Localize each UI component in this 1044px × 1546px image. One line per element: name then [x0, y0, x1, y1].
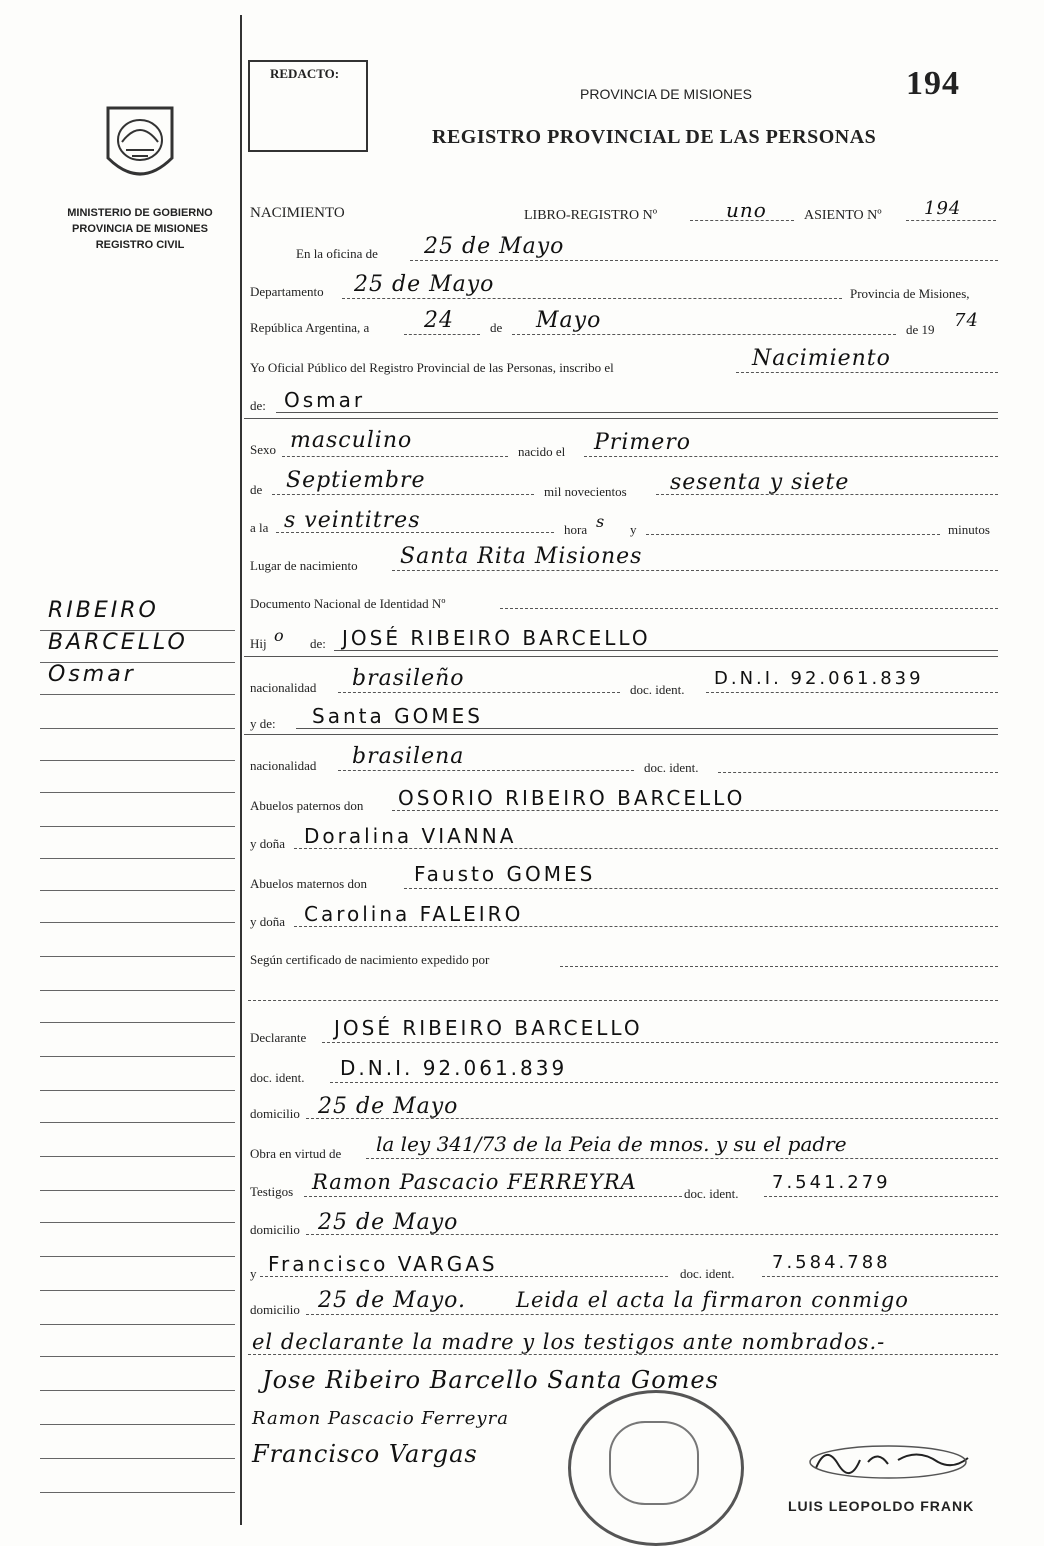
official-name: LUIS LEOPOLDO FRANK [788, 1498, 975, 1514]
oficina-value: 25 de Mayo [424, 234, 565, 259]
redacto-box [248, 60, 368, 152]
side-rule [40, 1190, 235, 1191]
side-rule [40, 956, 235, 957]
departamento-line [342, 298, 842, 299]
madre-doc-label: doc. ident. [644, 760, 699, 775]
anio-value: 74 [954, 310, 979, 331]
sexo-line [282, 456, 508, 457]
dia-line [404, 334, 480, 335]
hora-label: hora [564, 522, 588, 537]
lugar-line [392, 570, 998, 571]
provincia-header: PROVINCIA DE MISIONES [580, 86, 752, 102]
nac-padre-label: nacionalidad [250, 680, 317, 695]
abuela-pat-line [294, 848, 998, 849]
asiento-line [906, 220, 996, 221]
departamento-value: 25 de Mayo [354, 272, 495, 297]
side-rule [40, 1324, 235, 1325]
padre-doc-line [706, 692, 998, 693]
de2-label: de: [250, 398, 266, 413]
anio-nac-line [656, 494, 998, 495]
side-rule [40, 1290, 235, 1291]
provincial-seal-icon [98, 98, 182, 190]
nac-madre-line [338, 770, 634, 771]
anio-prefix: de 19 [906, 322, 935, 337]
dia-value: 24 [424, 308, 454, 333]
alas-label: a la [250, 520, 269, 535]
hijo-label: Hij [250, 636, 267, 651]
side-rule [40, 1256, 235, 1257]
side-rule [40, 826, 235, 827]
de-label: de [490, 320, 503, 335]
madre-line-2 [244, 734, 998, 735]
y-label: y [630, 522, 637, 537]
nacido-value: Primero [594, 430, 691, 455]
minutos-line [646, 534, 940, 535]
de3-label: de [250, 482, 263, 497]
oficial-value: Nacimiento [752, 346, 891, 371]
mes-nac-line [272, 494, 534, 495]
side-surname-1: RIBEIRO [48, 598, 159, 623]
lugar-label: Lugar de nacimiento [250, 558, 358, 573]
libro-line [690, 220, 794, 221]
side-rule [40, 1022, 235, 1023]
oficina-label: En la oficina de [296, 246, 378, 261]
sexo-label: Sexo [250, 442, 276, 457]
abuelos-pat-label: Abuelos paternos don [250, 798, 364, 813]
nombre-line [276, 412, 998, 413]
testigo2-dom-label: domicilio [250, 1302, 300, 1317]
testigo2-dom-value: 25 de Mayo. [318, 1288, 467, 1313]
departamento-label: Departamento [250, 284, 324, 299]
asiento-value: 194 [924, 198, 962, 219]
nacido-label: nacido el [518, 444, 566, 459]
segun-line [560, 966, 998, 967]
ydona-pat-label: y doña [250, 836, 286, 851]
nacimiento-label: NACIMIENTO [250, 205, 345, 221]
hora-num: s [596, 512, 606, 531]
testigo1-dom-value: 25 de Mayo [318, 1210, 459, 1235]
hijo-suffix: o [274, 626, 285, 645]
testigo2-dom-line [306, 1314, 998, 1315]
padre-doc-value: D.N.I. 92.061.839 [714, 668, 924, 689]
padre-line [334, 650, 998, 651]
segun-line-2 [248, 1000, 998, 1001]
abuelos-mat-label: Abuelos maternos don [250, 876, 367, 891]
lugar-value: Santa Rita Misiones [400, 544, 643, 569]
testigo1-doc-line [764, 1196, 998, 1197]
abuela-mat-line [294, 926, 998, 927]
yde-label: y de: [250, 716, 276, 731]
margin-divider [240, 15, 242, 1525]
mes-line [512, 334, 896, 335]
nac-madre-value: brasilena [352, 744, 465, 769]
asiento-label: ASIENTO Nº [804, 208, 882, 223]
nota-line-2: el declarante la madre y los testigos ante nombrados.- [252, 1330, 886, 1354]
side-rule [40, 662, 235, 663]
nac-padre-value: brasileño [352, 666, 465, 691]
side-rule [40, 1492, 235, 1493]
side-rule [40, 1056, 235, 1057]
side-rule [40, 760, 235, 761]
obra-line [366, 1158, 998, 1159]
testigo1-dom-label: domicilio [250, 1222, 300, 1237]
dni-label: Documento Nacional de Identidad Nº [250, 596, 446, 611]
republica-label: República Argentina, a [250, 320, 370, 335]
testigo2-doc-value: 7.584.788 [772, 1252, 891, 1273]
nombre-line-2 [244, 418, 998, 419]
testigo2-doc-line [762, 1276, 998, 1277]
madre-value: Santa GOMES [312, 704, 483, 728]
signature-testigo-2: Francisco Vargas [252, 1440, 478, 1468]
obra-label: Obra en virtud de [250, 1146, 342, 1161]
mil-label: mil novecientos [544, 484, 627, 499]
mes-nac-value: Septiembre [286, 468, 426, 493]
testigo2-line [260, 1276, 668, 1277]
nac-madre-label: nacionalidad [250, 758, 317, 773]
signature-testigo-1: Ramon Pascacio Ferreyra [252, 1408, 509, 1429]
hijo-de-label: de: [310, 636, 326, 651]
testigo2-value: Francisco VARGAS [268, 1252, 498, 1276]
ministry-line-1: MINISTERIO DE GOBIERNO [67, 207, 213, 219]
testigo1-dom-line [306, 1234, 998, 1235]
padre-doc-label: doc. ident. [630, 682, 685, 697]
decl-doc-label: doc. ident. [250, 1070, 305, 1085]
side-rule [40, 728, 235, 729]
declarante-value: JOSÉ RIBEIRO BARCELLO [334, 1016, 643, 1040]
testigo1-doc-label: doc. ident. [684, 1186, 739, 1201]
testigo2-doc-label: doc. ident. [680, 1266, 735, 1281]
decl-dom-line [306, 1118, 998, 1119]
anio-nac-value: sesenta y siete [670, 470, 850, 495]
libro-value: uno [726, 198, 767, 222]
mes-value: Mayo [536, 308, 602, 333]
nacido-line [584, 456, 998, 457]
ministry-block [40, 205, 240, 253]
decl-doc-line [330, 1082, 998, 1083]
side-rule [40, 990, 235, 991]
side-rule [40, 630, 235, 631]
side-rule [40, 792, 235, 793]
declarante-line [322, 1042, 998, 1043]
decl-doc-value: D.N.I. 92.061.839 [340, 1056, 568, 1080]
decl-dom-value: 25 de Mayo [318, 1094, 459, 1119]
libro-label: LIBRO-REGISTRO Nº [524, 208, 658, 223]
nombre-value: Osmar [284, 388, 366, 412]
provincia-suffix: Provincia de Misiones, [850, 286, 970, 301]
redacto-label: REDACTO: [270, 66, 340, 81]
y2-label: y [250, 1266, 257, 1281]
madre-doc-line [718, 772, 998, 773]
testigos-label: Testigos [250, 1184, 294, 1199]
testigo1-line [304, 1196, 682, 1197]
madre-line [296, 728, 998, 729]
side-rule [40, 922, 235, 923]
side-given-name: Osmar [48, 662, 136, 687]
side-rule [40, 1458, 235, 1459]
testigo1-value: Ramon Pascacio FERREYRA [312, 1170, 637, 1194]
segun-label: Según certificado de nacimiento expedido por [250, 952, 490, 967]
side-rule [40, 890, 235, 891]
abuelo-mat-line [404, 888, 998, 889]
abuela-pat-value: Doralina VIANNA [304, 824, 517, 848]
ministry-line-2: PROVINCIA DE MISIONES [72, 223, 208, 235]
nac-padre-line [338, 692, 620, 693]
abuela-mat-value: Carolina FALEIRO [304, 902, 524, 926]
ministry-line-3: REGISTRO CIVIL [95, 239, 185, 251]
nota-line-1: Leida el acta la firmaron conmigo [516, 1288, 909, 1312]
abuelo-mat-value: Fausto GOMES [414, 862, 596, 886]
padre-line-2 [244, 656, 998, 657]
record-number: 194 [906, 65, 960, 102]
hora-line [276, 532, 554, 533]
signature-declarante-madre: Jose Ribeiro Barcello Santa Gomes [262, 1366, 719, 1394]
side-rule [40, 1090, 235, 1091]
side-rule [40, 694, 235, 695]
decl-dom-label: domicilio [250, 1106, 300, 1121]
side-rule [40, 1122, 235, 1123]
ydona-mat-label: y doña [250, 914, 286, 929]
registro-title: REGISTRO PROVINCIAL DE LAS PERSONAS [432, 126, 877, 148]
dni-line [500, 608, 998, 609]
sexo-value: masculino [290, 428, 413, 453]
oficina-line [410, 260, 998, 261]
abuelo-pat-value: OSORIO RIBEIRO BARCELLO [398, 786, 746, 810]
hora-value: s veintitres [284, 508, 421, 533]
obra-value: la ley 341/73 de la Peia de mnos. y su el padre [376, 1132, 847, 1156]
side-rule [40, 1390, 235, 1391]
oficial-line [736, 372, 998, 373]
testigo1-doc-value: 7.541.279 [772, 1172, 891, 1193]
side-rule [40, 1424, 235, 1425]
official-signature-icon [808, 1440, 978, 1480]
side-surname-2: BARCELLO [48, 630, 188, 655]
nota-line-2-rule [248, 1354, 998, 1355]
side-rule [40, 1156, 235, 1157]
side-rule [40, 1222, 235, 1223]
abuelo-pat-line [392, 810, 998, 811]
oficial-label: Yo Oficial Público del Registro Provincial de las Personas, inscribo el [250, 360, 614, 375]
minutos-label: minutos [948, 522, 990, 537]
stamp-emblem-icon [609, 1421, 699, 1505]
side-rule [40, 1356, 235, 1357]
declarante-label: Declarante [250, 1030, 307, 1045]
official-stamp [568, 1390, 744, 1546]
padre-value: JOSÉ RIBEIRO BARCELLO [342, 626, 651, 650]
side-rule [40, 858, 235, 859]
